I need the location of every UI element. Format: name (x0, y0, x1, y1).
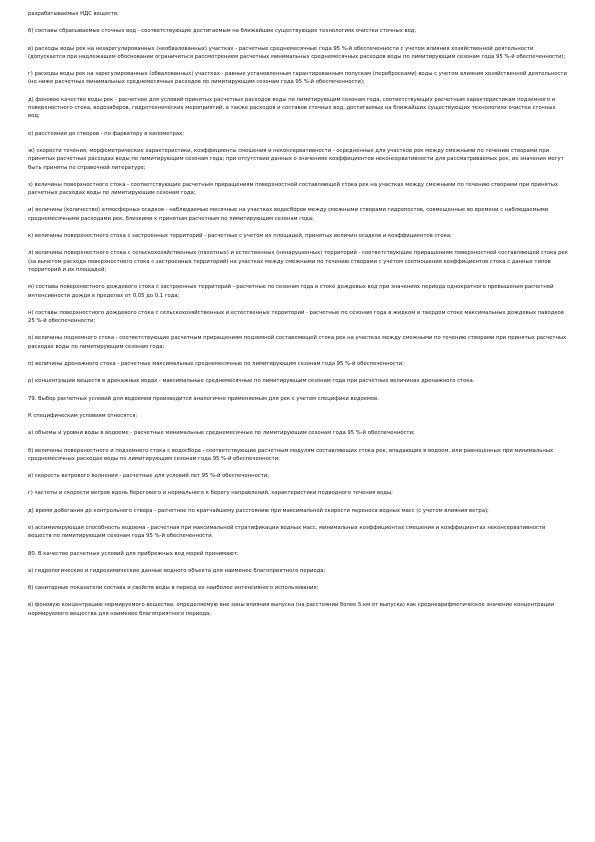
document-page (28, 10, 568, 618)
paragraph: е) ассимилирующая способность водоема - расчетная при максимальной стратификации водных масс, минимальных коэффициентах смешения и коэффициентах неконсервативности веществ по лимитирующим сезонам года 95 %-й обеспеченности. (28, 524, 546, 540)
paragraph: д) фоновое качество воды рек - расчетное для условий принятых расчетных расходов воды по лимитирующим сезонам года, соответствующих расчетным характеристикам подземного и поверхностного стока, водозаборов, гидротехнических мероприятий, а также расходов и составов сточных вод, достигаемых на ближайших существующих технологиях очистки сточных вод; (28, 96, 556, 120)
paragraph: 80. В качестве расчетных условий для прибрежных вод морей принимают: (28, 550, 239, 557)
paragraph: л) величины поверхностного стока с сельскохозяйственных (пахотных) и естественных (ненарушенных) территорий - соответствующие приращениям поверхностной составляющей стока рек (за вычетом расхода поверхностного стока с застроенных территорий) на участках между смежными по течению створами с учетом соотношения коэффициентов стока с данных типов территорий и их площадей; (28, 250, 568, 273)
paragraph: ж) скорости течения, морфометрические характеристики, коэффициенты смешения и неконсервативности - осредненные для участков рек между смежными по течению створами при принятых расчетных расходах воды по лимитирующим сезонам года; при отсутствии данных о значениях коэффициентов неконсервативности для рассматриваемых рек, их значения могут быть приняты по справочной литературе; (28, 147, 564, 171)
paragraph: з) величины поверхностного стока - соответствующие расчетным приращениям поверхностной составляющей стока рек на участках между смежными по течению створами при принятых расчетных расходах воды по лимитирующим сезонам года; (28, 181, 559, 197)
paragraph: а) объемы и уровни воды в водоеме - расчетные минимальные среднемесячные по лимитирующим сезонам года 95 %-й обеспеченности; (28, 430, 415, 437)
paragraph: б) величины поверхностного и подземного стока с водосбора - соответствующие расчетным модулям составляющих стока рек, впадающих в водоем, или равноценных при минимальных среднемесячных расходах воды по лимитирующим сезонам года 95 %-й обеспеченности; (28, 447, 554, 462)
paragraph: и) величины (количество) атмосферных осадков - наблюдаемые месячные на участках водосборов между смежными створами гидропостов, совмещенные во времени с наблюдаемыми среднемесячными расходами рек, близкими к принятым расчетным по лимитирующим сезонам года; (28, 207, 549, 222)
paragraph: в) скорость ветрового волнения - расчетные для условий лет 95 %-й обеспеченности; (28, 473, 269, 480)
paragraph: к) величины поверхностного стока с застроенных территорий - расчетные с учетом их площадей, принятых величин осадков и коэффициентов стока; (28, 233, 452, 240)
paragraph: б) составы сбрасываемых сточных вод - соответствующие достигаемым на ближайших существующих технологиях очистки сточных вод; (28, 28, 417, 35)
paragraph: о) величины подземного стока - соответствующие расчетным приращениям подземной составляющей стока рек на участках между смежными по течению створами при принятых расчетных расходах воды по лимитирующим сезонам года; (28, 335, 567, 350)
paragraph: м) составы поверхностного дождевого стока с застроенных территорий - расчетные по сезонам года в стоке дождевых вод при значениях периода однократного превышения расчетной интенсивности дождя в пределах от 0,05 до 0,1 года; (28, 284, 554, 299)
paragraph: б) санитарные показатели состава и свойств воды в период ее наиболее интенсивного использования; (28, 585, 319, 592)
paragraph: в) расходы воды рек на незарегулированных (необвалованных) участках - расчетные среднемесячные года 95 %-й обеспеченности с учетом влияния хозяйственной деятельности (допускается при надлежащем обосновании ограничиться рассмотрением расчетных минимальных среднемесячных расходов воды по лимитирующим сезонам года 95 %-й обеспеченности); (28, 45, 566, 60)
paragraph: г) частоты и скорости ветров вдоль берегового и нормального к берегу направлений, характеристики подводного течения воды; (28, 490, 393, 497)
paragraph: п) величины дренажного стока - расчетные максимальные среднемесячные по лимитирующим сезонам года 95 %-й обеспеченности; (28, 361, 404, 368)
paragraph: д) время добегания до контрольного створа - расчетное по кратчайшему расстоянию при максимальной скорости переноса водных масс (с учетом влияния ветра); (28, 507, 489, 514)
paragraph: р) концентрации веществ в дренажных водах - максимальные среднемесячные по лимитирующим сезонам года при расчетных величинах дренажного стока. (28, 378, 475, 385)
paragraph: 79. Выбор расчетных условий для водоемов производится аналогично применяемым для рек с учетом специфики водоемов. (28, 395, 379, 402)
paragraph: а) гидрологические и гидрохимические данные водного объекта для наименее благоприятного периода; (28, 567, 326, 574)
paragraph: в) фоновую концентрацию нормируемого вещества, определяемую вне зоны влияния выпуска (на расстоянии более 5 км от выпуска) как среднеарифметическое значение концентрации нормируемого вещества для наименее благоприятного периода; (28, 602, 555, 617)
paragraph: н) составы поверхностного дождевого стока с сельскохозяйственных и естественных территорий - расчетные по сезонам года в жидком и твердом стоке максимальных дождевых паводков 25 %-й обеспеченности; (28, 309, 564, 325)
paragraph: е) расстояния до створов - по фарватеру в километрах; (28, 130, 184, 137)
paragraph: г) расходы воды рек на зарегулированных (обвалованных) участках - равные установленным гарантированным попускам (перебросками) воды с учетом влияния хозяйственной деятельности (но ниже расчетных минимальных среднемесячных расходов по лимитирующим сезонам года 95 %-й обеспеченности); (28, 71, 567, 86)
paragraph: К специфическим условиям относятся: (28, 412, 138, 419)
paragraph: разрабатываемых НДС веществ; (28, 11, 119, 17)
